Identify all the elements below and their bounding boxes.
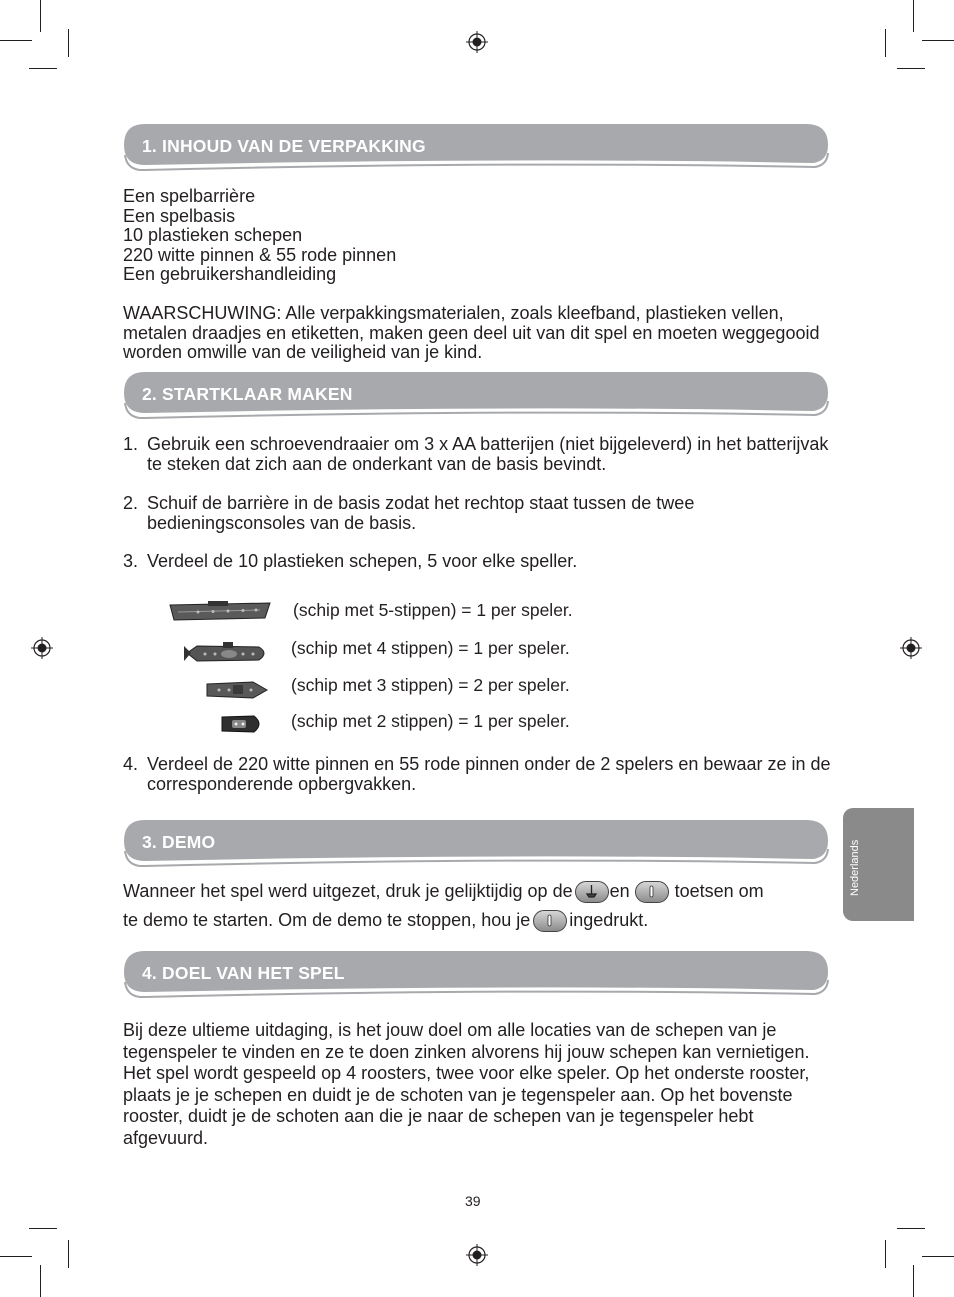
fire-button-icon [533, 910, 567, 932]
setup-step [123, 755, 833, 794]
registration-mark-bottom-icon [466, 1244, 488, 1266]
step-text: Schuif de barrière in de basis zodat het rechtop staat tussen de twee bedieningsconsoles van de basis. [147, 493, 695, 533]
step-text: Verdeel de 10 plastieken schepen, 5 voor elke speller. [147, 551, 578, 571]
step-text: Gebruik een schroevendraaier om 3 x AA batterijen (niet bijgeleverd) in het batterijvak te steken dat zich aan de onderkant van de basis bevindt. [147, 434, 829, 474]
section-title: 4. DOEL VAN HET SPEL [142, 963, 345, 983]
demo-text: te demo te starten. Om de demo te stoppen, hou je [123, 910, 531, 930]
section-header-setup [123, 371, 829, 423]
warning-text: WAARSCHUWING: Alle verpakkingsmaterialen, zoals kleefband, plastieken vellen, metalen draadjes en etiketten, maken geen deel uit van dit spel en moeten weggegooid worden omwille van de veiligheid van je kind. [123, 303, 820, 362]
language-tab [843, 808, 914, 921]
goal-text: Bij deze ultieme uitdaging, is het jouw doel om alle locaties van de schepen van je tegenspeler te vinden en ze te doen zinken alvorens hij jouw schepen kan vernietigen. Het spel wordt gespeeld op 4 roosters, twee voor elke speler. Op het onderste rooster, plaats je je schepen en duidt je de schoten van je tegenspeler aan. Op het bovenste rooster, duidt je de schoten aan die je naar de schepen van je tegenspeler hebt afgevuurd. [123, 1020, 810, 1148]
demo-text: ingedrukt. [569, 910, 649, 930]
ship-label: (schip met 2 stippen) = 1 per speler. [291, 711, 570, 731]
demo-text: en [609, 881, 630, 901]
list-item: 10 plastieken schepen [123, 225, 303, 245]
demo-line-2 [123, 910, 648, 932]
section-title: 1. INHOUD VAN DE VERPAKKING [142, 136, 426, 156]
ship-label: (schip met 5-stippen) = 1 per speler. [293, 600, 573, 620]
step-number: 3. [123, 551, 139, 571]
patrol-boat-icon [220, 713, 266, 735]
demo-line-1 [123, 881, 764, 903]
fire-button-icon [635, 881, 669, 903]
ship-label: (schip met 3 stippen) = 2 per speler. [291, 675, 570, 695]
list-item: Een spelbarrière [123, 186, 256, 206]
language-label: Nederlands [849, 839, 861, 896]
registration-mark-left-icon [31, 637, 53, 659]
step-number: 4. [123, 754, 139, 774]
setup-step [123, 435, 833, 474]
demo-text: toetsen om [674, 881, 764, 901]
list-item: Een gebruikershandleiding [123, 264, 337, 284]
ship-button-icon [575, 881, 609, 903]
step-number: 2. [123, 493, 139, 513]
contents-list [123, 187, 396, 285]
step-number: 1. [123, 434, 139, 454]
list-item: 220 witte pinnen & 55 rode pinnen [123, 244, 397, 265]
ship-label: (schip met 4 stippen) = 1 per speler. [291, 638, 570, 658]
step-text: Verdeel de 220 witte pinnen en 55 rode pinnen onder de 2 spelers en bewaar ze in de corresponderende opbergvakken. [147, 754, 831, 794]
demo-text: Wanneer het spel werd uitgezet, druk je gelijktijdig op de [123, 881, 573, 901]
section-title: 3. DEMO [142, 832, 216, 852]
section-title: 2. STARTKLAAR MAKEN [142, 384, 353, 404]
carrier-ship-icon [168, 599, 272, 623]
section-header-goal [123, 950, 829, 1002]
setup-step [123, 552, 833, 572]
destroyer-ship-icon [205, 679, 269, 701]
section-header-demo [123, 819, 829, 871]
section-header-contents [123, 123, 829, 175]
page-number: 39 [465, 1193, 481, 1209]
setup-step [123, 494, 833, 533]
registration-mark-right-icon [900, 637, 922, 659]
submarine-ship-icon [183, 640, 271, 667]
registration-mark-top-icon [466, 31, 488, 53]
list-item: Een spelbasis [123, 205, 236, 226]
